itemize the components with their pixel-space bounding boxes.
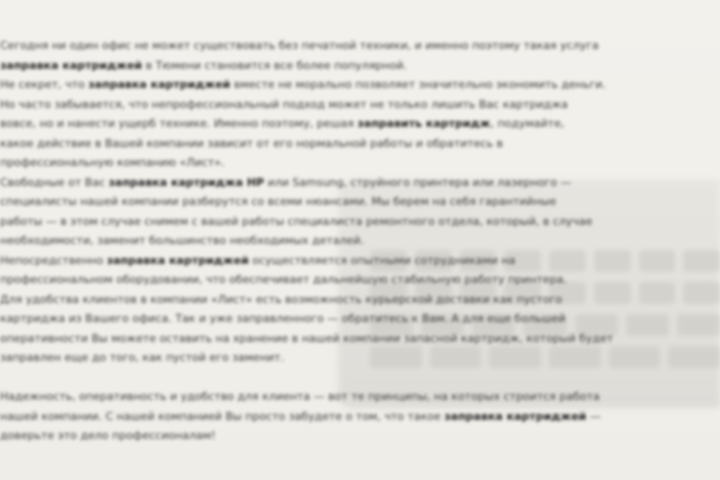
paragraph-1 (0, 36, 720, 173)
text-line: специалисты нашей компании разберутся со всеми нюансами. Мы берем на себя гарантийные (0, 195, 557, 208)
text-line: оперативности Вы можете оставить на хранение в нашей компании запасной картридж, который будет (0, 331, 614, 345)
text-line: Сегодня ни один офис не может существовать без печатной техники, и именно поэтому такая услуга (0, 39, 599, 52)
text-line: Свободные от Вас заправка картриджа HP или Samsung, струйного принтера или лазерного — (0, 175, 572, 189)
text-line: профессиональную компанию «Лист». (0, 156, 225, 169)
paragraph-2 (0, 173, 720, 251)
highlight-phrase: заправка картриджей (88, 78, 231, 91)
article-text (0, 36, 720, 446)
text-line: Для удобства клиентов в компании «Лист» есть возможность курьерской доставки как пустого (0, 292, 563, 306)
highlight-phrase: заправка картриджа HP (108, 175, 265, 189)
paragraph-3 (0, 251, 720, 368)
highlight-phrase: заправка картриджей (106, 253, 249, 267)
text-line: заправлен еще до того, как пустой его заменит. (0, 351, 285, 364)
text-line: какое действие в Вашей компании зависит от его нормальной работы и обратитесь в (0, 136, 503, 150)
highlight-phrase: заправка картриджей (0, 58, 143, 72)
text-line: Непосредственно заправка картриджей осуществляется опытными сотрудниками на (0, 253, 516, 267)
text-line: картриджа из Вашего офиса. Так и уже заправленного — обратитесь к Вам. А для еще большей (0, 312, 566, 325)
text-line: вовсе, но и нанести ущерб технике. Именно поэтому, решая заправить картридж, подумайте, (0, 117, 565, 130)
text-line: заправка картриджей в Тюмени становится все более популярной. (0, 58, 407, 72)
paragraph-gap (0, 368, 720, 388)
text-line: профессиональном оборудовании, что обеспечивает дальнейшую стабильную работу принтера. (0, 273, 567, 286)
text-line: Надежность, оперативность и удобство для клиента — вот те принципы, на которых строится работа (0, 390, 600, 403)
text-line: нашей компании. С нашей компанией Вы просто забудете о том, что такое заправка картриджей — (0, 409, 601, 423)
highlight-phrase: заправка картриджей (444, 409, 587, 423)
text-line: Но часто забывается, что непрофессиональный подход может не только лишить Вас картриджа (0, 97, 568, 111)
paragraph-4 (0, 387, 720, 446)
text-line: доверьте это дело профессионалам! (0, 429, 216, 442)
text-line: необходимости, заменит большинство необходимых деталей. (0, 234, 365, 247)
text-line: работы — в этом случае снимем с вашей работы специалиста ремонтного отдела, который, в случае (0, 214, 593, 228)
highlight-phrase: заправить картридж (357, 117, 491, 130)
text-line: Не секрет, что заправка картриджей вместе не морально позволяет значительно экономить деньги. (0, 78, 606, 91)
